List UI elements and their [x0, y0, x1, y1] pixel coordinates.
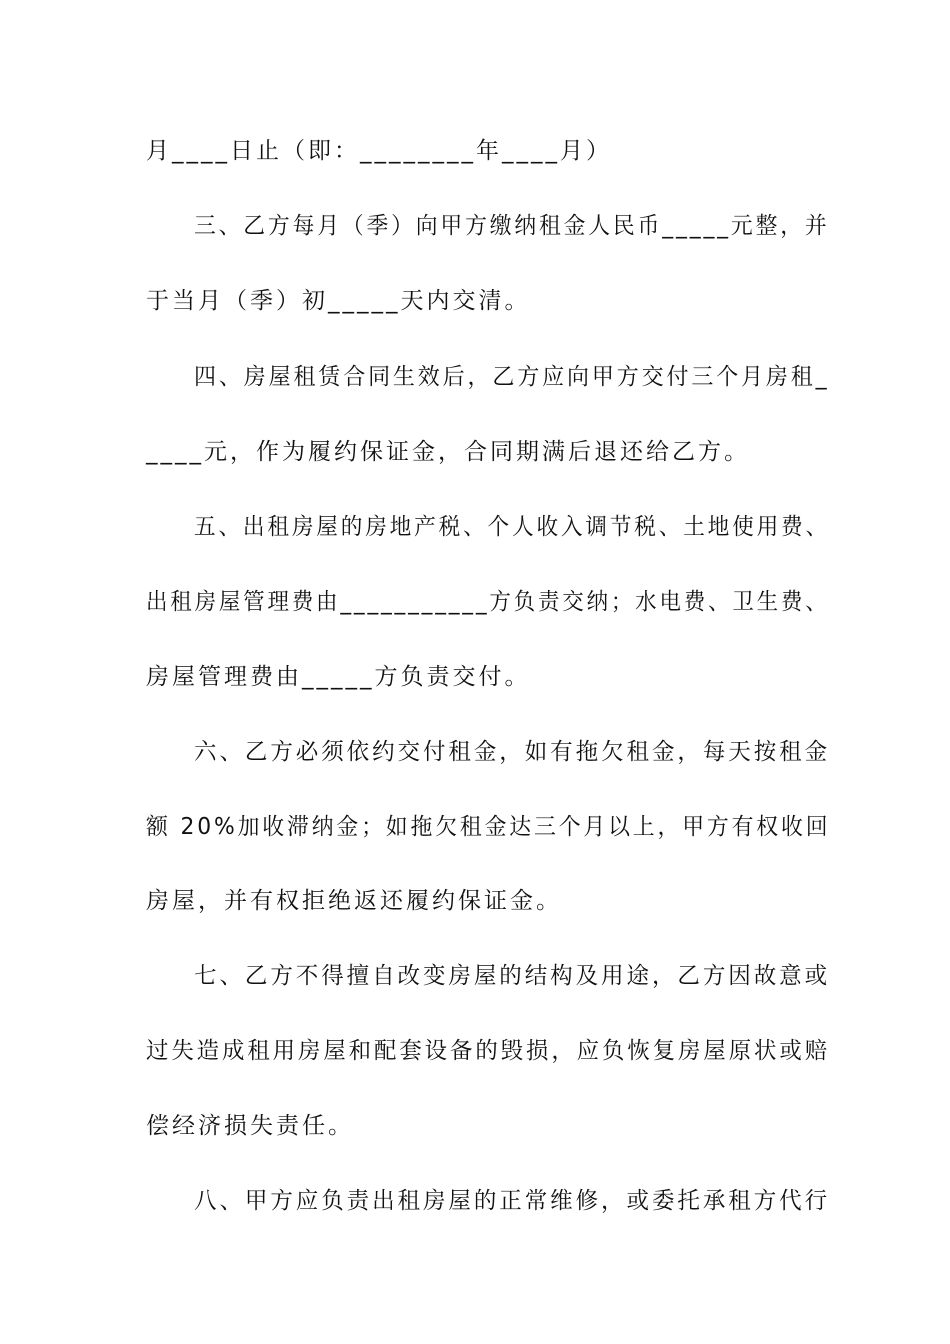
text-line: 偿经济损失责任。 — [146, 1113, 354, 1139]
text-line: 房屋管理费由_____方负责交付。 — [146, 664, 531, 690]
text-line: ____元，作为履约保证金，合同期满后退还给乙方。 — [146, 439, 750, 465]
text-line: 于当月（季）初_____天内交清。 — [146, 288, 531, 314]
text-line: 额 20%加收滞纳金；如拖欠租金达三个月以上，甲方有权收回 — [146, 814, 831, 840]
text-line: 三、乙方每月（季）向甲方缴纳租金人民币_____元整，并 — [194, 213, 830, 239]
text-line: 七、乙方不得擅自改变房屋的结构及用途，乙方因故意或 — [194, 963, 831, 989]
text-line: 八、甲方应负责出租房屋的正常维修，或委托承租方代行 — [194, 1188, 831, 1214]
text-line: 房屋，并有权拒绝返还履约保证金。 — [146, 888, 562, 914]
text-line: 出租房屋管理费由___________方负责交纳；水电费、卫生费、 — [146, 589, 830, 615]
text-line: 五、出租房屋的房地产税、个人收入调节税、土地使用费、 — [194, 514, 830, 540]
text-line: 六、乙方必须依约交付租金，如有拖欠租金，每天按租金 — [194, 739, 831, 765]
text-line: 四、房屋租赁合同生效后，乙方应向甲方交付三个月房租_ — [194, 364, 830, 390]
text-line: 过失造成租用房屋和配套设备的毁损，应负恢复房屋原状或赔 — [146, 1038, 831, 1064]
text-line: 月____日止（即：________年____月） — [146, 138, 612, 164]
